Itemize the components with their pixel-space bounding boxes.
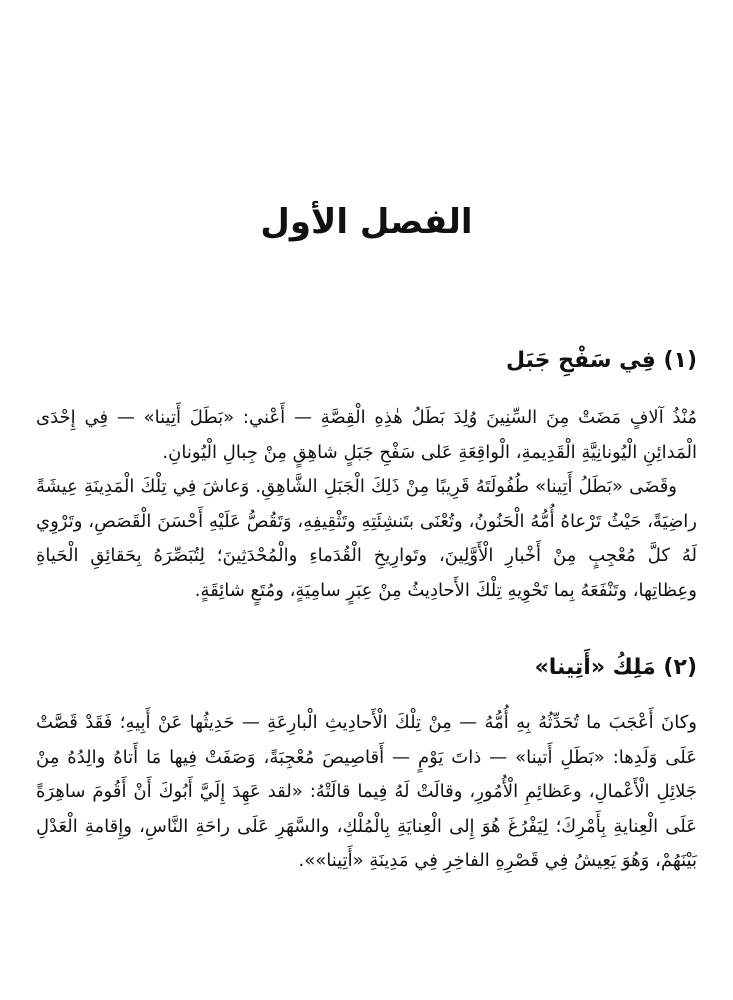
section-2-paragraph-1: وكانَ أَعْجَبَ ما تُحَدِّثُهُ بِهِ أُمُّهُ — مِنْ تِلْكَ الْأَحادِيثِ الْبارِعَةِ — حَدِيثُها عَنْ أَبِيهِ؛ فَقَدْ قَصَّتْ عَلَى وَلَدِها: «بَطَلِ أَتينا» — ذاتَ يَوْمٍ — أَقاصِيصَ مُعْجِبَةً، وَصَفَتْ فِيها مَا أَتاهُ والِدُهُ مِنْ جَلائِلِ الْأَعْمالِ، وعَظائِمِ الْأُمُورِ، وقالَتْ لَهُ فِيما قالَتْهُ: «لقد عَهِدَ إِلَيَّ أَبُوكَ أَنْ أَقُومَ ساهِرَةً عَلَى الْعِنايةِ بِأَمْرِكَ؛ لِيَفْرُغَ هُوَ إِلى الْعِنايَةِ بِالْمُلْكِ، والسَّهَرِ عَلَى راحَةِ النَّاسِ، وإِقامةِ الْعَدْلِ بَيْنَهُمْ، وَهُوَ يَعِيشُ فِي قَصْرِهِ الفاخِرِ فِي مَدِينَةِ «أَتِينا»». [36,712,697,871]
chapter-title: الفصل الأول [260,202,473,242]
section-heading-2: (٢) مَلِكُ «أَتِينا» [534,655,697,680]
section-1-paragraph-2: وقَضَى «بَطَلُ أَتِينا» طُفُولَتَهُ قَرِيبًا مِنْ ذَلِكَ الْجَبَلِ الشَّاهِقِ. وَعاشَ فِي تِلْكَ الْمَدِينَةِ عِيشَةً راضِيَةً، حَيْثُ تَرْعاهُ أُمُّهُ الْحَنُونُ، وتُعْنَى بتَنشِئَتِهِ وتَثْقِيفِهِ، وَتَقُصُّ عَلَيْهِ أَحْسَنَ الْقَصَصِ، وتَرْوِي لَهُ كلَّ مُعْجِبٍ مِنْ أَخْبارِ الْأَوَّلِينَ، وتَوارِيخِ الْقُدَماءِ والْمُحْدَثِينَ؛ لِتُبَصِّرَهُ بِحَقائِقِ الْحَياةِ وعِظاتِها، وتَنْفَعَهُ بِما تَحْوِيهِ تِلْكَ الأَحادِيثُ مِنْ عِبَرٍ سامِيَةٍ، ومُتَعٍ شائِقَةٍ. [36,476,697,601]
section-1-paragraph-1: مُنْذُ آلافٍ مَضَتْ مِنَ السِّنِينَ وُلِدَ بَطَلُ هٰذِهِ الْقِصَّةِ — أَعْني: «بَطَلَ أَتِينا» — فِي إِحْدَى الْمَدائِنِ الْيُونانِيَّةِ الْقَدِيمةِ، الْواقِعَةِ عَلى سَفْحِ جَبَلٍ شاهِقٍ مِنْ جِبالِ الْيُونانِ. [36,407,697,463]
section-heading-1: (١) فِي سَفْحِ جَبَل [506,348,697,373]
